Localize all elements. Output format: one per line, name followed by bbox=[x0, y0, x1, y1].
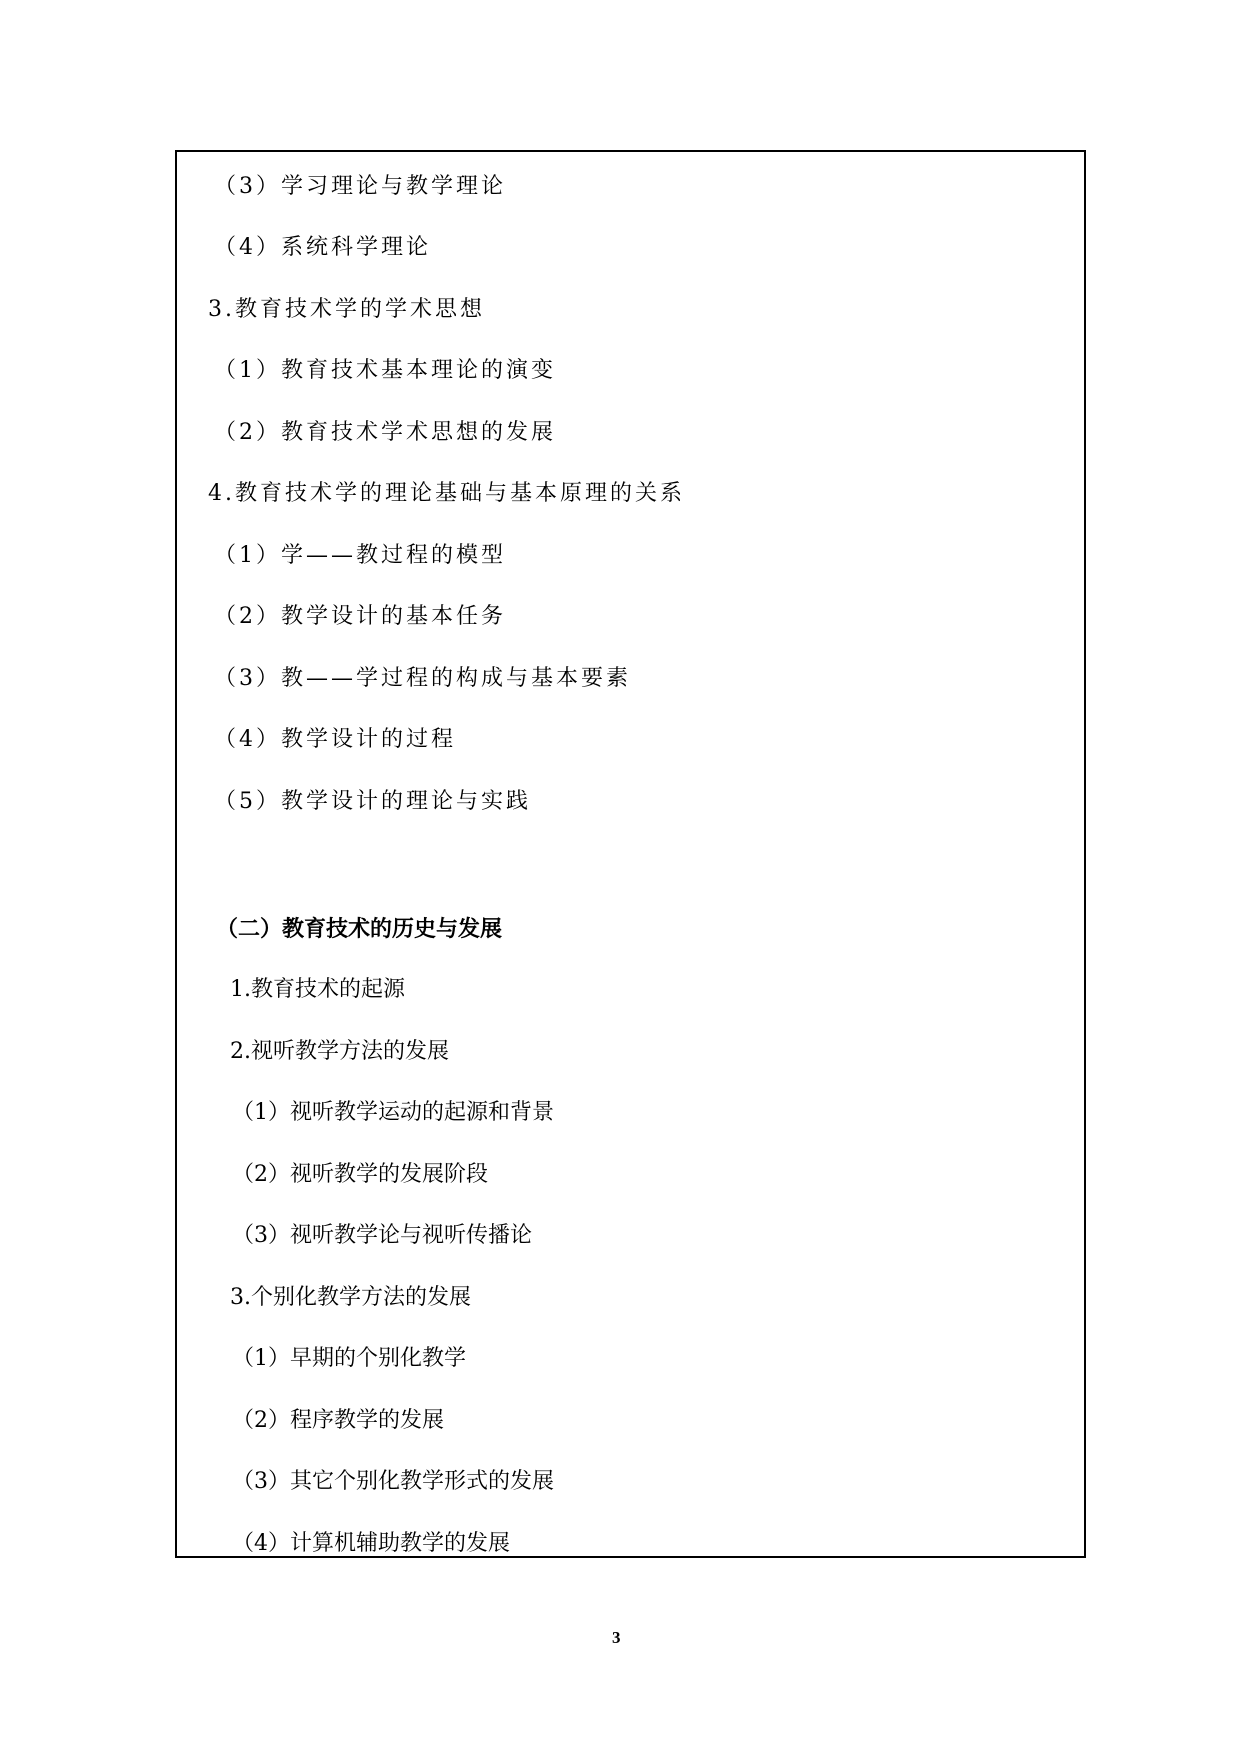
subitem-design-tasks: （2）教学设计的基本任务 bbox=[214, 604, 506, 629]
subitem-early-individualized: （1）早期的个别化教学 bbox=[232, 1346, 466, 1371]
item-academic-thought: 3.教育技术学的学术思想 bbox=[208, 297, 485, 322]
item-origin: 1.教育技术的起源 bbox=[230, 977, 405, 1002]
subitem-process-elements: （3）教——学过程的构成与基本要素 bbox=[214, 666, 631, 691]
item-individualized-methods: 3.个别化教学方法的发展 bbox=[230, 1285, 471, 1310]
subitem-cai: （4）计算机辅助教学的发展 bbox=[232, 1531, 510, 1556]
subitem-learning-teaching-theory: （3）学习理论与教学理论 bbox=[214, 174, 506, 199]
subitem-theory-evolution: （1）教育技术基本理论的演变 bbox=[214, 358, 556, 383]
subitem-thought-development: （2）教育技术学术思想的发展 bbox=[214, 420, 556, 445]
subitem-learning-teaching-model: （1）学——教过程的模型 bbox=[214, 543, 506, 568]
section-heading-history: （二）教育技术的历史与发展 bbox=[216, 916, 503, 942]
subitem-programmed-instruction: （2）程序教学的发展 bbox=[232, 1408, 444, 1433]
page-number: 3 bbox=[612, 1628, 621, 1647]
subitem-av-theories: （3）视听教学论与视听传播论 bbox=[232, 1223, 532, 1248]
subitem-av-origin: （1）视听教学运动的起源和背景 bbox=[232, 1100, 554, 1125]
subitem-av-stages: （2）视听教学的发展阶段 bbox=[232, 1162, 488, 1187]
subitem-systems-science-theory: （4）系统科学理论 bbox=[214, 235, 431, 260]
subitem-design-theory-practice: （5）教学设计的理论与实践 bbox=[214, 789, 531, 814]
item-audiovisual-methods: 2.视听教学方法的发展 bbox=[230, 1039, 449, 1064]
item-theory-principle-relation: 4.教育技术学的理论基础与基本原理的关系 bbox=[208, 481, 685, 506]
subitem-other-forms: （3）其它个别化教学形式的发展 bbox=[232, 1469, 554, 1494]
subitem-design-process: （4）教学设计的过程 bbox=[214, 727, 456, 752]
